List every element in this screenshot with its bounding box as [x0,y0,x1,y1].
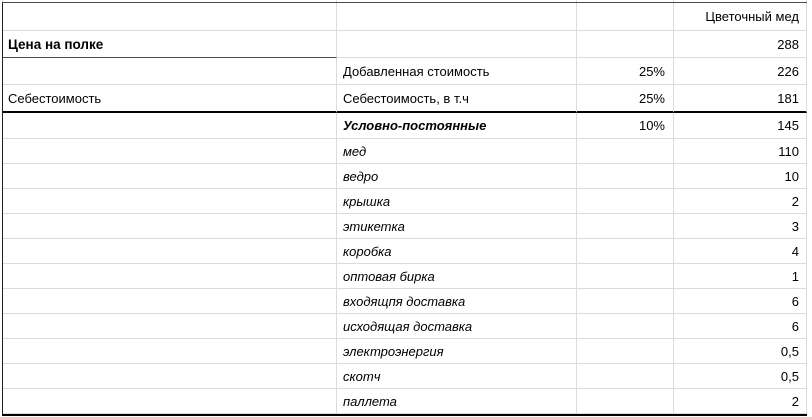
cell-d-row13[interactable]: 0,5 [674,339,807,364]
table-row-12 [3,314,807,339]
cell-b-row14[interactable]: скотч [337,364,577,389]
cell-c-row4[interactable]: 10% [577,113,674,139]
cell-b-row5[interactable]: мед [337,139,577,164]
cell-a-row5[interactable] [3,139,337,164]
cell-d-row5[interactable]: 110 [674,139,807,164]
cell-a-row11[interactable] [3,289,337,314]
cell-d-row11[interactable]: 6 [674,289,807,314]
cell-c-row14[interactable] [577,364,674,389]
cell-d-row15[interactable]: 2 [674,389,807,414]
cell-c-row11[interactable] [577,289,674,314]
table-row-6 [3,164,807,189]
cell-c-row9[interactable] [577,239,674,264]
cell-c-row2[interactable]: 25% [577,58,674,85]
table-row-3 [3,85,807,113]
cell-b-row6[interactable]: ведро [337,164,577,189]
cell-a-row1[interactable]: Цена на полке [3,31,337,58]
cell-d-row12[interactable]: 6 [674,314,807,339]
cell-c-row15[interactable] [577,389,674,414]
cell-b-row10[interactable]: оптовая бирка [337,264,577,289]
cell-b-row13[interactable]: электроэнергия [337,339,577,364]
cell-b-row9[interactable]: коробка [337,239,577,264]
cell-a-row9[interactable] [3,239,337,264]
cell-d-row0[interactable]: Цветочный мед [674,3,807,31]
cell-b-row4[interactable]: Условно-постоянные [337,113,577,139]
cell-b-row15[interactable]: паллета [337,389,577,414]
cell-c-row7[interactable] [577,189,674,214]
table-row-10 [3,264,807,289]
cell-c-row3[interactable]: 25% [577,85,674,113]
cell-a-row2[interactable] [3,58,337,85]
cell-a-row4[interactable] [3,113,337,139]
cell-c-row8[interactable] [577,214,674,239]
table-row-11 [3,289,807,314]
spreadsheet-table [2,2,807,416]
cell-b-row7[interactable]: крышка [337,189,577,214]
cell-d-row3[interactable]: 181 [674,85,807,113]
cell-d-row6[interactable]: 10 [674,164,807,189]
cell-a-row15[interactable] [3,389,337,414]
cell-a-row6[interactable] [3,164,337,189]
cell-c-row0[interactable] [577,3,674,31]
cell-c-row12[interactable] [577,314,674,339]
cell-d-row8[interactable]: 3 [674,214,807,239]
table-row-8 [3,214,807,239]
cell-b-row12[interactable]: исходящая доставка [337,314,577,339]
cell-a-row8[interactable] [3,214,337,239]
cell-c-row5[interactable] [577,139,674,164]
table-row-1 [3,31,807,58]
cell-d-row9[interactable]: 4 [674,239,807,264]
cell-a-row0[interactable] [3,3,337,31]
cell-d-row2[interactable]: 226 [674,58,807,85]
cell-d-row14[interactable]: 0,5 [674,364,807,389]
table-row-14 [3,364,807,389]
cell-b-row8[interactable]: этикетка [337,214,577,239]
cell-d-row1[interactable]: 288 [674,31,807,58]
table-row-15 [3,389,807,414]
cell-c-row10[interactable] [577,264,674,289]
cell-c-row13[interactable] [577,339,674,364]
cell-c-row1[interactable] [577,31,674,58]
cell-b-row0[interactable] [337,3,577,31]
table-row-7 [3,189,807,214]
table-row-13 [3,339,807,364]
cell-b-row1[interactable] [337,31,577,58]
table-row-5 [3,139,807,164]
table-row-4 [3,113,807,139]
cell-d-row10[interactable]: 1 [674,264,807,289]
cell-a-row14[interactable] [3,364,337,389]
cell-a-row10[interactable] [3,264,337,289]
cell-a-row3[interactable]: Себестоимость [3,85,337,113]
cell-a-row13[interactable] [3,339,337,364]
table-row-9 [3,239,807,264]
table-row-0 [3,3,807,31]
cell-b-row2[interactable]: Добавленная стоимость [337,58,577,85]
table-row-2 [3,58,807,85]
cell-d-row4[interactable]: 145 [674,113,807,139]
cell-d-row7[interactable]: 2 [674,189,807,214]
cell-a-row12[interactable] [3,314,337,339]
cell-c-row6[interactable] [577,164,674,189]
cell-a-row7[interactable] [3,189,337,214]
cell-b-row3[interactable]: Себестоимость, в т.ч [337,85,577,113]
cell-b-row11[interactable]: входящпя доставка [337,289,577,314]
